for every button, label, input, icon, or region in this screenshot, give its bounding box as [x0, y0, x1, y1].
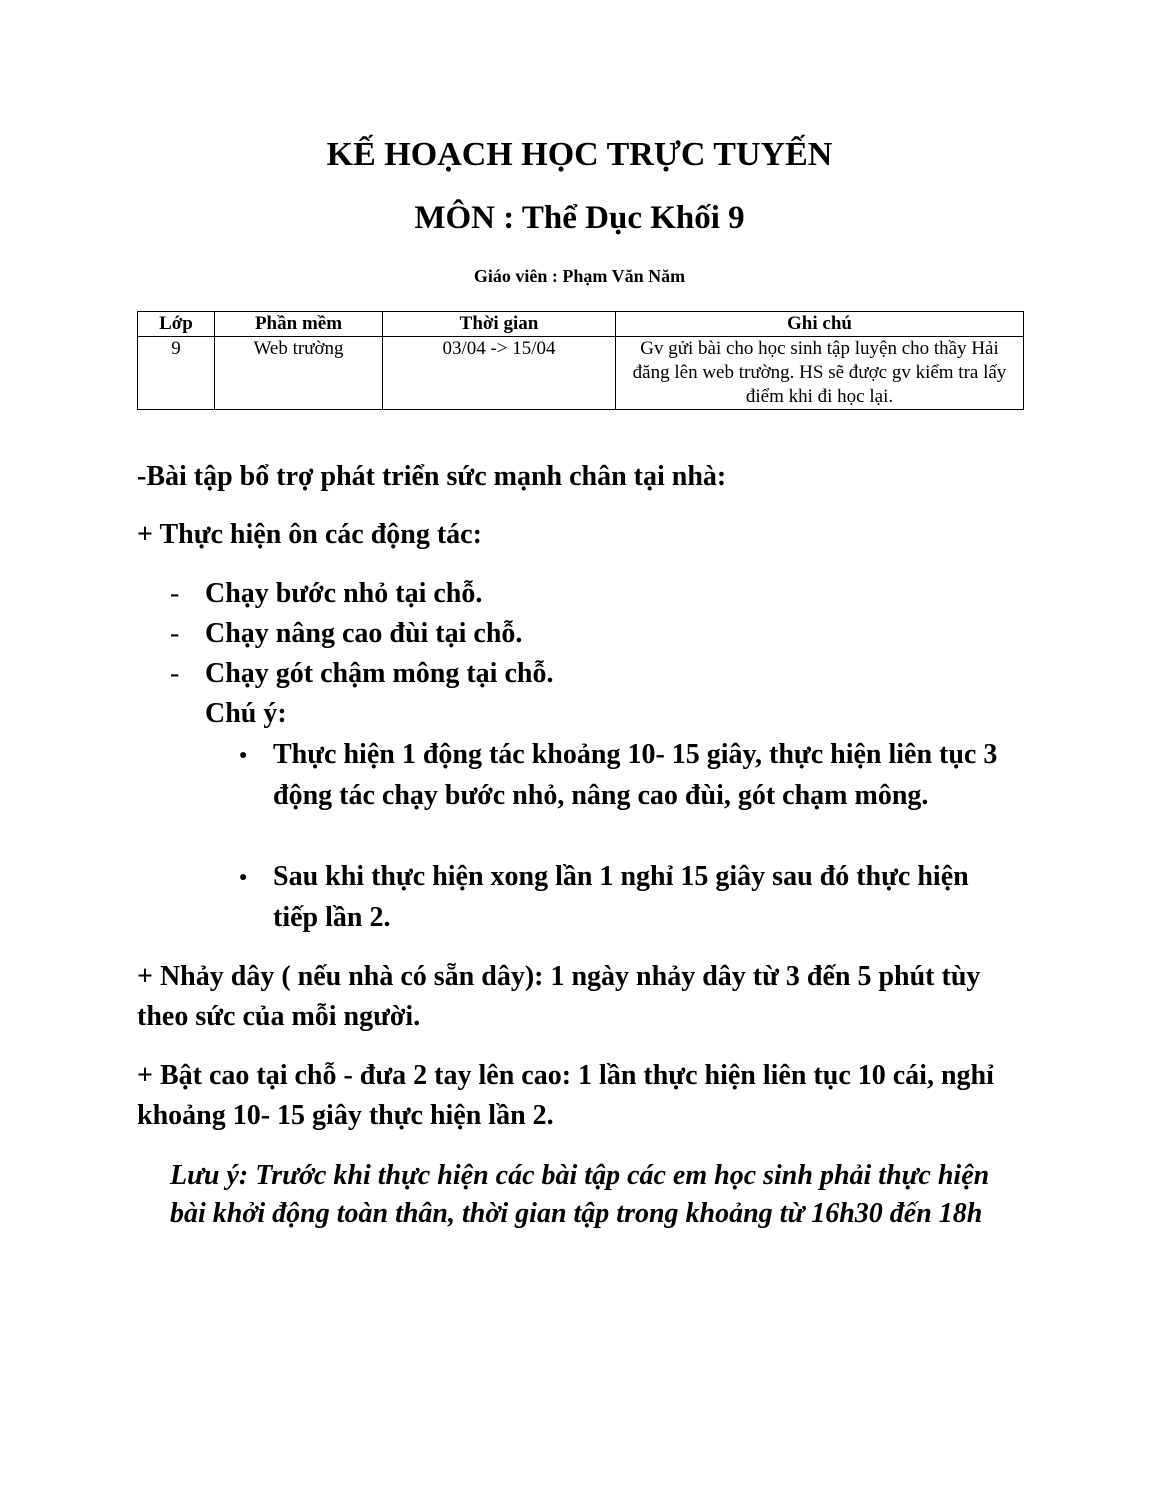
cell-note: Gv gửi bài cho học sinh tập luyện cho thầy Hải đăng lên web trường. HS sẽ được gv kiểm tra lấy điểm khi đi học lại.: [616, 337, 1024, 410]
exercise-item: [170, 614, 522, 654]
note-label: Chú ý:: [205, 698, 287, 729]
cell-time: 03/04 -> 15/04: [383, 337, 616, 410]
exercise-text: Chạy nâng cao đùi tại chỗ.: [205, 618, 523, 649]
cell-class: 9: [138, 337, 215, 410]
subject-title: MÔN : Thể Dục Khối 9: [414, 200, 745, 236]
dash-marker: -: [170, 578, 180, 609]
table-row: [138, 337, 1024, 410]
note-item: Thực hiện 1 động tác khoảng 10- 15 giây, thực hiện liên tục 3 động tác chạy bước nhỏ, nâng cao đùi, gót chạm mông.: [273, 739, 998, 811]
exercise-item: [170, 574, 482, 614]
exercise-text: Chạy gót chậm mông tại chỗ.: [205, 658, 554, 689]
warning-note: Lưu ý: Trước khi thực hiện các bài tập các em học sinh phải thực hiện bài khởi động toàn thân, thời gian tập trong khoảng từ 16h30 đến 18h: [170, 1160, 990, 1229]
exercise-text: Chạy bước nhỏ tại chỗ.: [205, 578, 483, 609]
column-header-class: Lớp: [138, 312, 215, 337]
dash-marker: -: [170, 658, 180, 689]
table-header-row: [138, 312, 1024, 337]
exercise-item: [170, 654, 553, 694]
page-title: KẾ HOẠCH HỌC TRỰC TUYẾN: [326, 136, 833, 173]
dash-marker: -: [170, 618, 180, 649]
bullet-icon: ●: [239, 748, 248, 763]
jump-high-instruction: + Bật cao tại chỗ - đưa 2 tay lên cao: 1 lần thực hiện liên tục 10 cái, nghỉ khoảng 10- 15 giây thực hiện lần 2.: [137, 1060, 994, 1131]
note-item: Sau khi thực hiện xong lần 1 nghỉ 15 giây sau đó thực hiện tiếp lần 2.: [273, 861, 969, 933]
teacher-name: Giáo viên : Phạm Văn Năm: [473, 266, 686, 286]
column-header-software: Phần mềm: [215, 312, 383, 337]
bullet-icon: ●: [239, 870, 248, 885]
column-header-time: Thời gian: [383, 312, 616, 337]
schedule-table: [137, 311, 1024, 410]
section-heading: -Bài tập bổ trợ phát triển sức mạnh chân tại nhà:: [137, 461, 727, 492]
jump-rope-instruction: + Nhảy dây ( nếu nhà có sẵn dây): 1 ngày nhảy dây từ 3 đến 5 phút tùy theo sức của mỗi người.: [137, 961, 981, 1032]
cell-software: Web trường: [215, 337, 383, 410]
column-header-note: Ghi chú: [616, 312, 1024, 337]
exercise-intro: + Thực hiện ôn các động tác:: [137, 519, 482, 550]
